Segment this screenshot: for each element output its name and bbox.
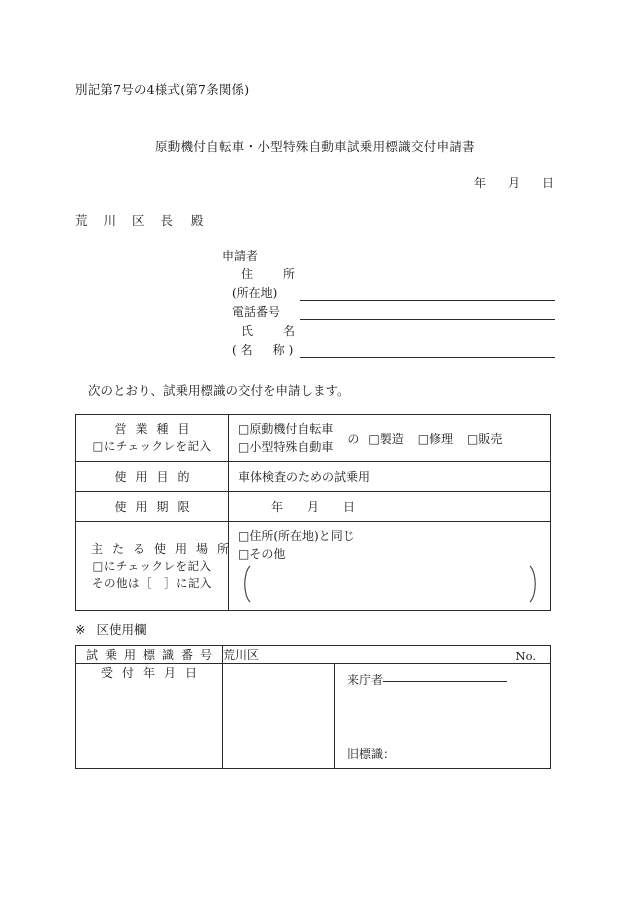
addressee-name: 荒 川 区 長 <box>75 213 179 228</box>
document-title: 原動機付自転車・小型特殊自動車試乗用標識交付申請書 <box>154 139 475 154</box>
old-plate-field: 旧標識： <box>347 747 396 761</box>
usage-period-value-cell[interactable] <box>229 492 551 522</box>
vehicle-option-group <box>238 420 333 456</box>
table-row-usage-period <box>76 492 551 522</box>
receipt-date-value-cell[interactable] <box>223 664 335 769</box>
other-place-input-bracket[interactable] <box>238 564 541 604</box>
applicant-name-row <box>222 322 305 341</box>
checkbox-moped[interactable]: □原動機付自転車 <box>238 422 334 436</box>
business-type-value-cell <box>229 415 551 462</box>
date-month-label: 月 <box>507 176 520 190</box>
table-row-usage-purpose <box>76 462 551 492</box>
checkbox-other-place[interactable]: □その他 <box>238 547 286 561</box>
admin-notes-cell[interactable] <box>335 664 551 769</box>
applicant-phone-label: 電話番号 <box>232 305 281 319</box>
receipt-date-label: 受付年月日 <box>76 664 223 769</box>
business-connector: の <box>347 431 360 446</box>
date-year-label: 年 <box>473 176 486 190</box>
checkbox-same-as-address[interactable]: □住所(所在地)と同じ <box>238 529 355 543</box>
business-type-instruction: □にチェックレを記入 <box>92 439 212 454</box>
applicant-phone-row <box>222 303 281 322</box>
admin-use-table <box>75 645 551 769</box>
usage-place-label-cell <box>76 522 239 611</box>
usage-purpose-value: 車体検査のための試乗用 <box>238 470 371 484</box>
applicant-address-row <box>222 265 305 284</box>
usage-place-value-cell <box>229 522 551 611</box>
applicant-address-paren-row <box>222 284 278 303</box>
application-statement: 次のとおり、試乗用標識の交付を申請します。 <box>88 383 350 398</box>
usage-purpose-value-cell <box>229 462 551 492</box>
applicant-phone-rule[interactable] <box>300 319 555 320</box>
business-type-label: 営業種目 <box>114 421 199 436</box>
applicant-heading: 申請者 <box>222 249 259 263</box>
visitor-field <box>347 671 507 688</box>
usage-period-month-label: 月 <box>307 500 320 514</box>
applicant-name-paren-label: (名 称) <box>232 343 298 357</box>
usage-place-label: 主たる使用場所 <box>91 541 239 556</box>
admin-section-heading <box>75 620 147 638</box>
form-number: 別記第7号の4様式(第7条関係) <box>75 82 250 97</box>
ward-label: 荒川区 <box>223 648 260 662</box>
main-form-table <box>75 414 551 611</box>
usage-place-instruction-1: □にチェックレを記入 <box>92 559 212 574</box>
applicant-block <box>222 247 305 360</box>
checkbox-repair[interactable]: □修理 <box>417 431 454 446</box>
applicant-address-label: 住 所 <box>241 267 305 281</box>
admin-body-row <box>76 664 551 769</box>
admin-header-row <box>76 646 551 664</box>
addressee <box>75 211 203 229</box>
usage-period-year-label: 年 <box>271 500 284 514</box>
business-type-label-cell <box>76 415 229 462</box>
usage-period-label: 使用期限 <box>76 492 229 522</box>
applicant-name-rule[interactable] <box>300 357 555 358</box>
table-row-usage-place <box>76 522 551 611</box>
applicant-address-paren-label: (所在地) <box>232 286 278 300</box>
usage-period-date-line <box>229 492 550 521</box>
plate-no-label: No. <box>515 649 536 663</box>
addressee-honorific: 殿 <box>190 213 204 228</box>
visitor-rule[interactable] <box>383 681 507 682</box>
checkbox-small-special-vehicle[interactable]: □小型特殊自動車 <box>238 440 334 454</box>
plate-number-value-cell[interactable] <box>223 646 551 664</box>
checkbox-sales[interactable]: □販売 <box>467 431 503 446</box>
usage-purpose-label: 使用目的 <box>76 462 229 492</box>
admin-heading-text: 区使用欄 <box>96 622 147 637</box>
usage-place-instruction-2: その他は［ ］に記入 <box>92 575 212 590</box>
applicant-name-label: 氏 名 <box>241 324 305 338</box>
visitor-label: 来庁者 <box>347 673 384 687</box>
table-row-business-type <box>76 415 551 462</box>
applicant-name-paren-row <box>222 341 298 360</box>
submission-date-line <box>0 174 554 191</box>
plate-number-label: 試乗用標識番号 <box>76 646 223 664</box>
date-day-label: 日 <box>541 176 554 190</box>
checkbox-manufacture[interactable]: □製造 <box>368 431 404 446</box>
applicant-address-rule[interactable] <box>300 300 555 301</box>
usage-period-day-label: 日 <box>343 500 356 514</box>
admin-marker-icon: ※ <box>75 622 86 637</box>
